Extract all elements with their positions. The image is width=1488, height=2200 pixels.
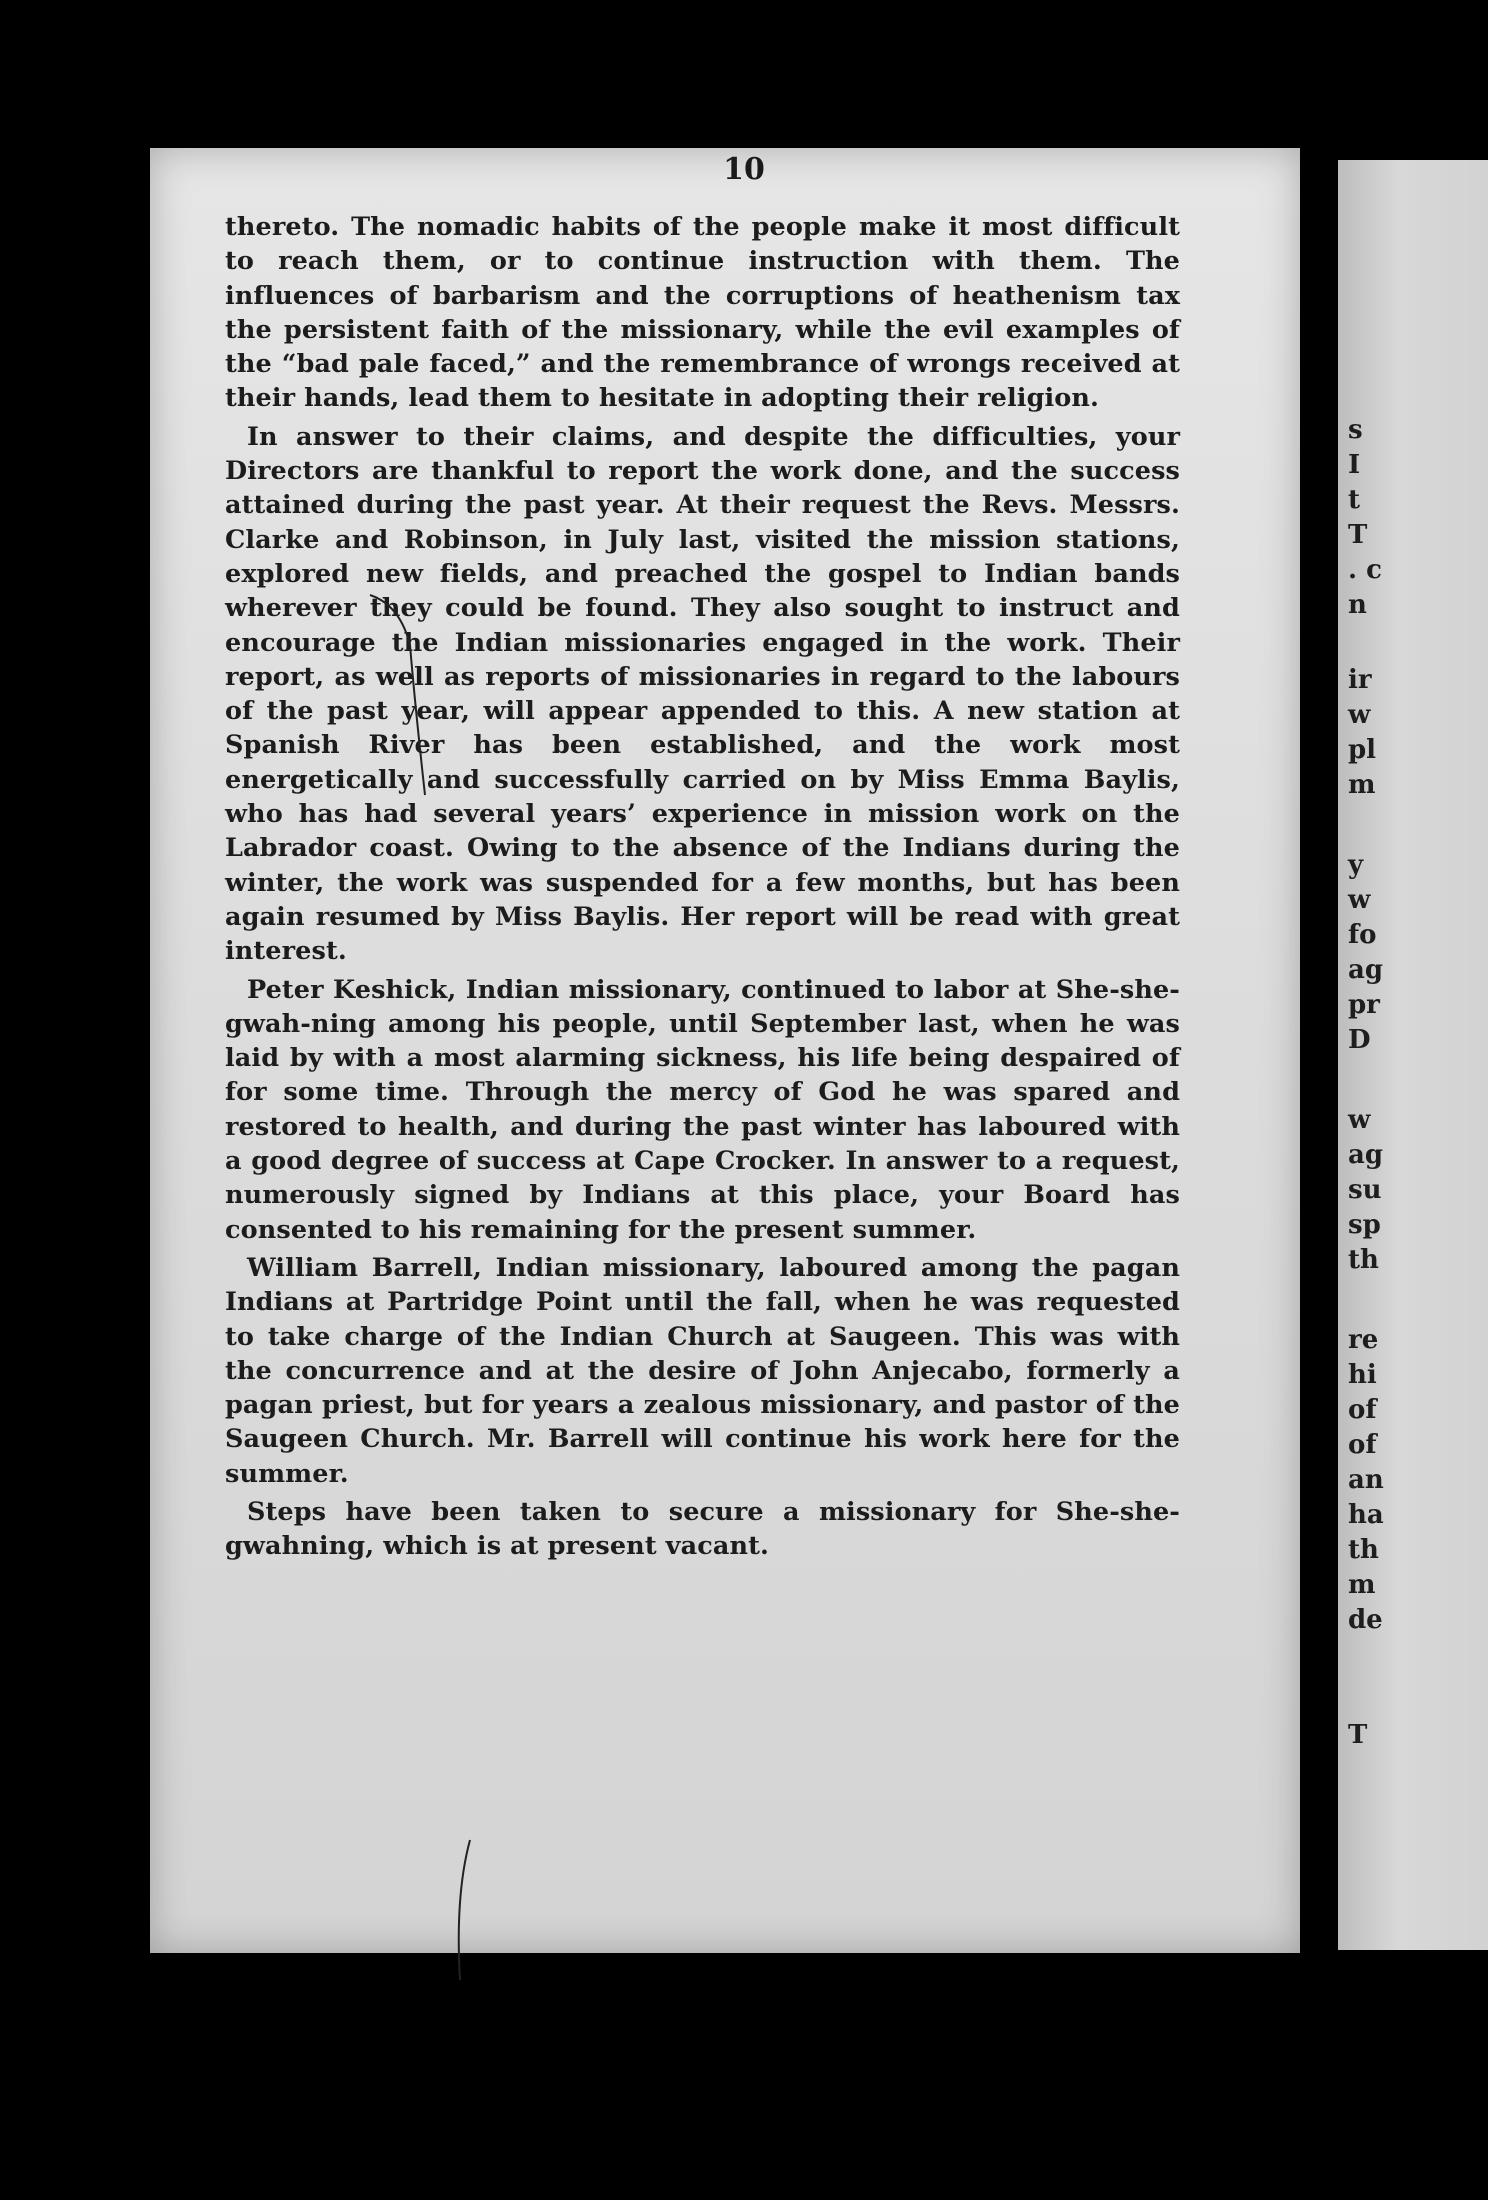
fragment: m	[1348, 770, 1376, 800]
body-text	[225, 210, 1180, 1568]
fragment: pr	[1348, 990, 1380, 1020]
fragment: s	[1348, 415, 1363, 445]
fragment: w	[1348, 885, 1371, 915]
fragment: de	[1348, 1605, 1383, 1635]
fragment: I	[1348, 450, 1361, 480]
fragment: T	[1348, 1720, 1368, 1750]
fragment: of	[1348, 1430, 1377, 1460]
page-number: 10	[723, 152, 765, 187]
fragment: m	[1348, 1570, 1376, 1600]
fragment: w	[1348, 700, 1371, 730]
margin-mark	[360, 585, 480, 805]
fragment: th	[1348, 1245, 1379, 1275]
adjacent-page-edge	[1338, 160, 1488, 1950]
paragraph: Steps have been taken to secure a missionary for She-she-gwahning, which is at present vacant.	[225, 1496, 1180, 1562]
fragment: t	[1348, 485, 1361, 515]
paragraph: thereto. The nomadic habits of the people make it most difficult to reach them, or to continue instruction with them. The influences of barbarism and the corruptions of heathenism tax the persistent faith of the missionary, while the evil examples of the “bad pale faced,” and the remembrance of wrongs received at their hands, lead them to hesitate in adopting their religion.	[225, 212, 1180, 414]
paragraph: In answer to their claims, and despite the difficulties, your Directors are thankful to report the work done, and the success attained during the past year. At their request the Revs. Messrs. Clarke and Robinson, in July last, visited the mission stations, explored new fields, and preached the gospel to Indian bands wherever they could be found. They also sought to instruct and encourage the Indian missionaries engaged in the work. Their report, as well as reports of missionaries in regard to the labours of the past year, will appear appended to this. A new station at Spanish River has been established, and the work most energetically and successfully carried on by Miss Emma Baylis, who has had several years’ experience in mission work on the Labrador coast. Owing to the absence of the Indians during the winter, the work was suspended for a few months, but has been again resumed by Miss Baylis. Her report will be read with great interest.	[225, 421, 1180, 967]
fragment: ha	[1348, 1500, 1384, 1530]
paragraph: Peter Keshick, Indian missionary, continued to labor at She-she-gwah-ning among his people, until September last, when he was laid by with a most alarming sickness, his life being despaired of for some time. Through the mercy of God he was spared and restored to health, and during the past winter has laboured with a good degree of success at Cape Crocker. In answer to a request, numerously signed by Indians at this place, your Board has consented to his remaining for the present summer.	[225, 974, 1180, 1245]
fragment: of	[1348, 1395, 1377, 1425]
fragment: D	[1348, 1025, 1371, 1055]
fragment: sp	[1348, 1210, 1381, 1240]
fragment: an	[1348, 1465, 1384, 1495]
fragment: ir	[1348, 665, 1372, 695]
paragraph: William Barrell, Indian missionary, laboured among the pagan Indians at Partridge Point until the fall, when he was requested to take charge of the Indian Church at Saugeen. This was with the concurrence and at the desire of John Anjecabo, formerly a pagan priest, but for years a zealous missionary, and pastor of the Saugeen Church. Mr. Barrell will continue his work here for the summer.	[225, 1252, 1180, 1489]
fragment: th	[1348, 1535, 1379, 1565]
fragment: y	[1348, 850, 1364, 880]
fragment: n	[1348, 590, 1367, 620]
fragment: hi	[1348, 1360, 1377, 1390]
fragment: T	[1348, 520, 1368, 550]
fragment: pl	[1348, 735, 1377, 765]
fragment: su	[1348, 1175, 1382, 1205]
margin-mark	[440, 1835, 480, 1985]
fragment: w	[1348, 1105, 1371, 1135]
fragment: fo	[1348, 920, 1377, 950]
fragment: . c	[1348, 555, 1382, 585]
fragment: ag	[1348, 1140, 1384, 1170]
fragment: ag	[1348, 955, 1384, 985]
fragment: re	[1348, 1325, 1379, 1355]
